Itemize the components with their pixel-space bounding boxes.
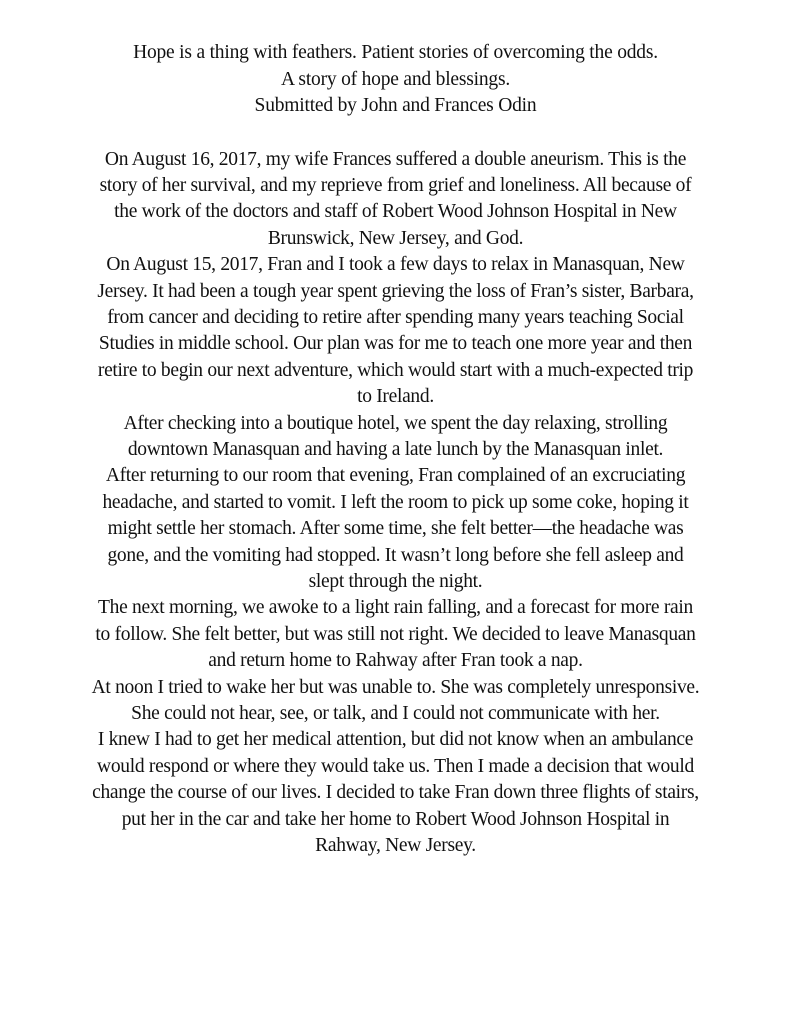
paragraph: The next morning, we awoke to a light rain falling, and a forecast for more rain to follow. She felt better, but was still not right. We decided to leave Manasquan and return home to Rahway after Fran took a nap.: [95, 597, 696, 672]
paragraph: On August 15, 2017, Fran and I took a few days to relax in Manasquan, New Jersey. It had been a tough year spent grieving the loss of Fran’s sister, Barbara, from cancer and deciding to retire after spending many years teaching Social Studies in middle school. Our plan was for me to teach one more year and then retire to begin our next adventure, which would start with a much-expected trip to Ireland.: [97, 254, 694, 408]
paragraph: After returning to our room that evening, Fran complained of an excruciating headache, and started to vomit. I left the room to pick up some coke, hoping it might settle her stomach. After some time, she felt better—the headache was gone, and the vomiting had stopped. It wasn’t long before she fell asleep and slept through the night.: [102, 465, 689, 592]
paragraph: After checking into a boutique hotel, we spent the day relaxing, strolling downtown Manasquan and having a late lunch by the Manasquan inlet.: [123, 412, 668, 460]
story-title: Hope is a thing with feathers. Patient stories of overcoming the odds.: [133, 42, 658, 63]
paragraph: At noon I tried to wake her but was unable to. She was completely unresponsive. She could not hear, see, or talk, and I could not communicate with her.: [91, 676, 700, 725]
story-subtitle: A story of hope and blessings.: [280, 68, 511, 90]
paragraph: I knew I had to get her medical attention, but did not know when an ambulance would respond or where they would take us. Then I made a decision that would change the course of our lives. I decided to take Fran down three flights of stairs, put her in the car and take her home to Robert Wood Johnson Hospital in Rahway, New Jersey.: [92, 729, 699, 857]
document-header: [90, 40, 701, 120]
story-byline: Submitted by John and Frances Odin: [254, 95, 537, 116]
story-body: [90, 147, 701, 860]
paragraph: On August 16, 2017, my wife Frances suffered a double aneurism. This is the story of her survival, and my reprieve from grief and loneliness. All because of the work of the doctors and staff of Robert Wood Johnson Hospital in New Brunswick, New Jersey, and God.: [99, 148, 692, 249]
